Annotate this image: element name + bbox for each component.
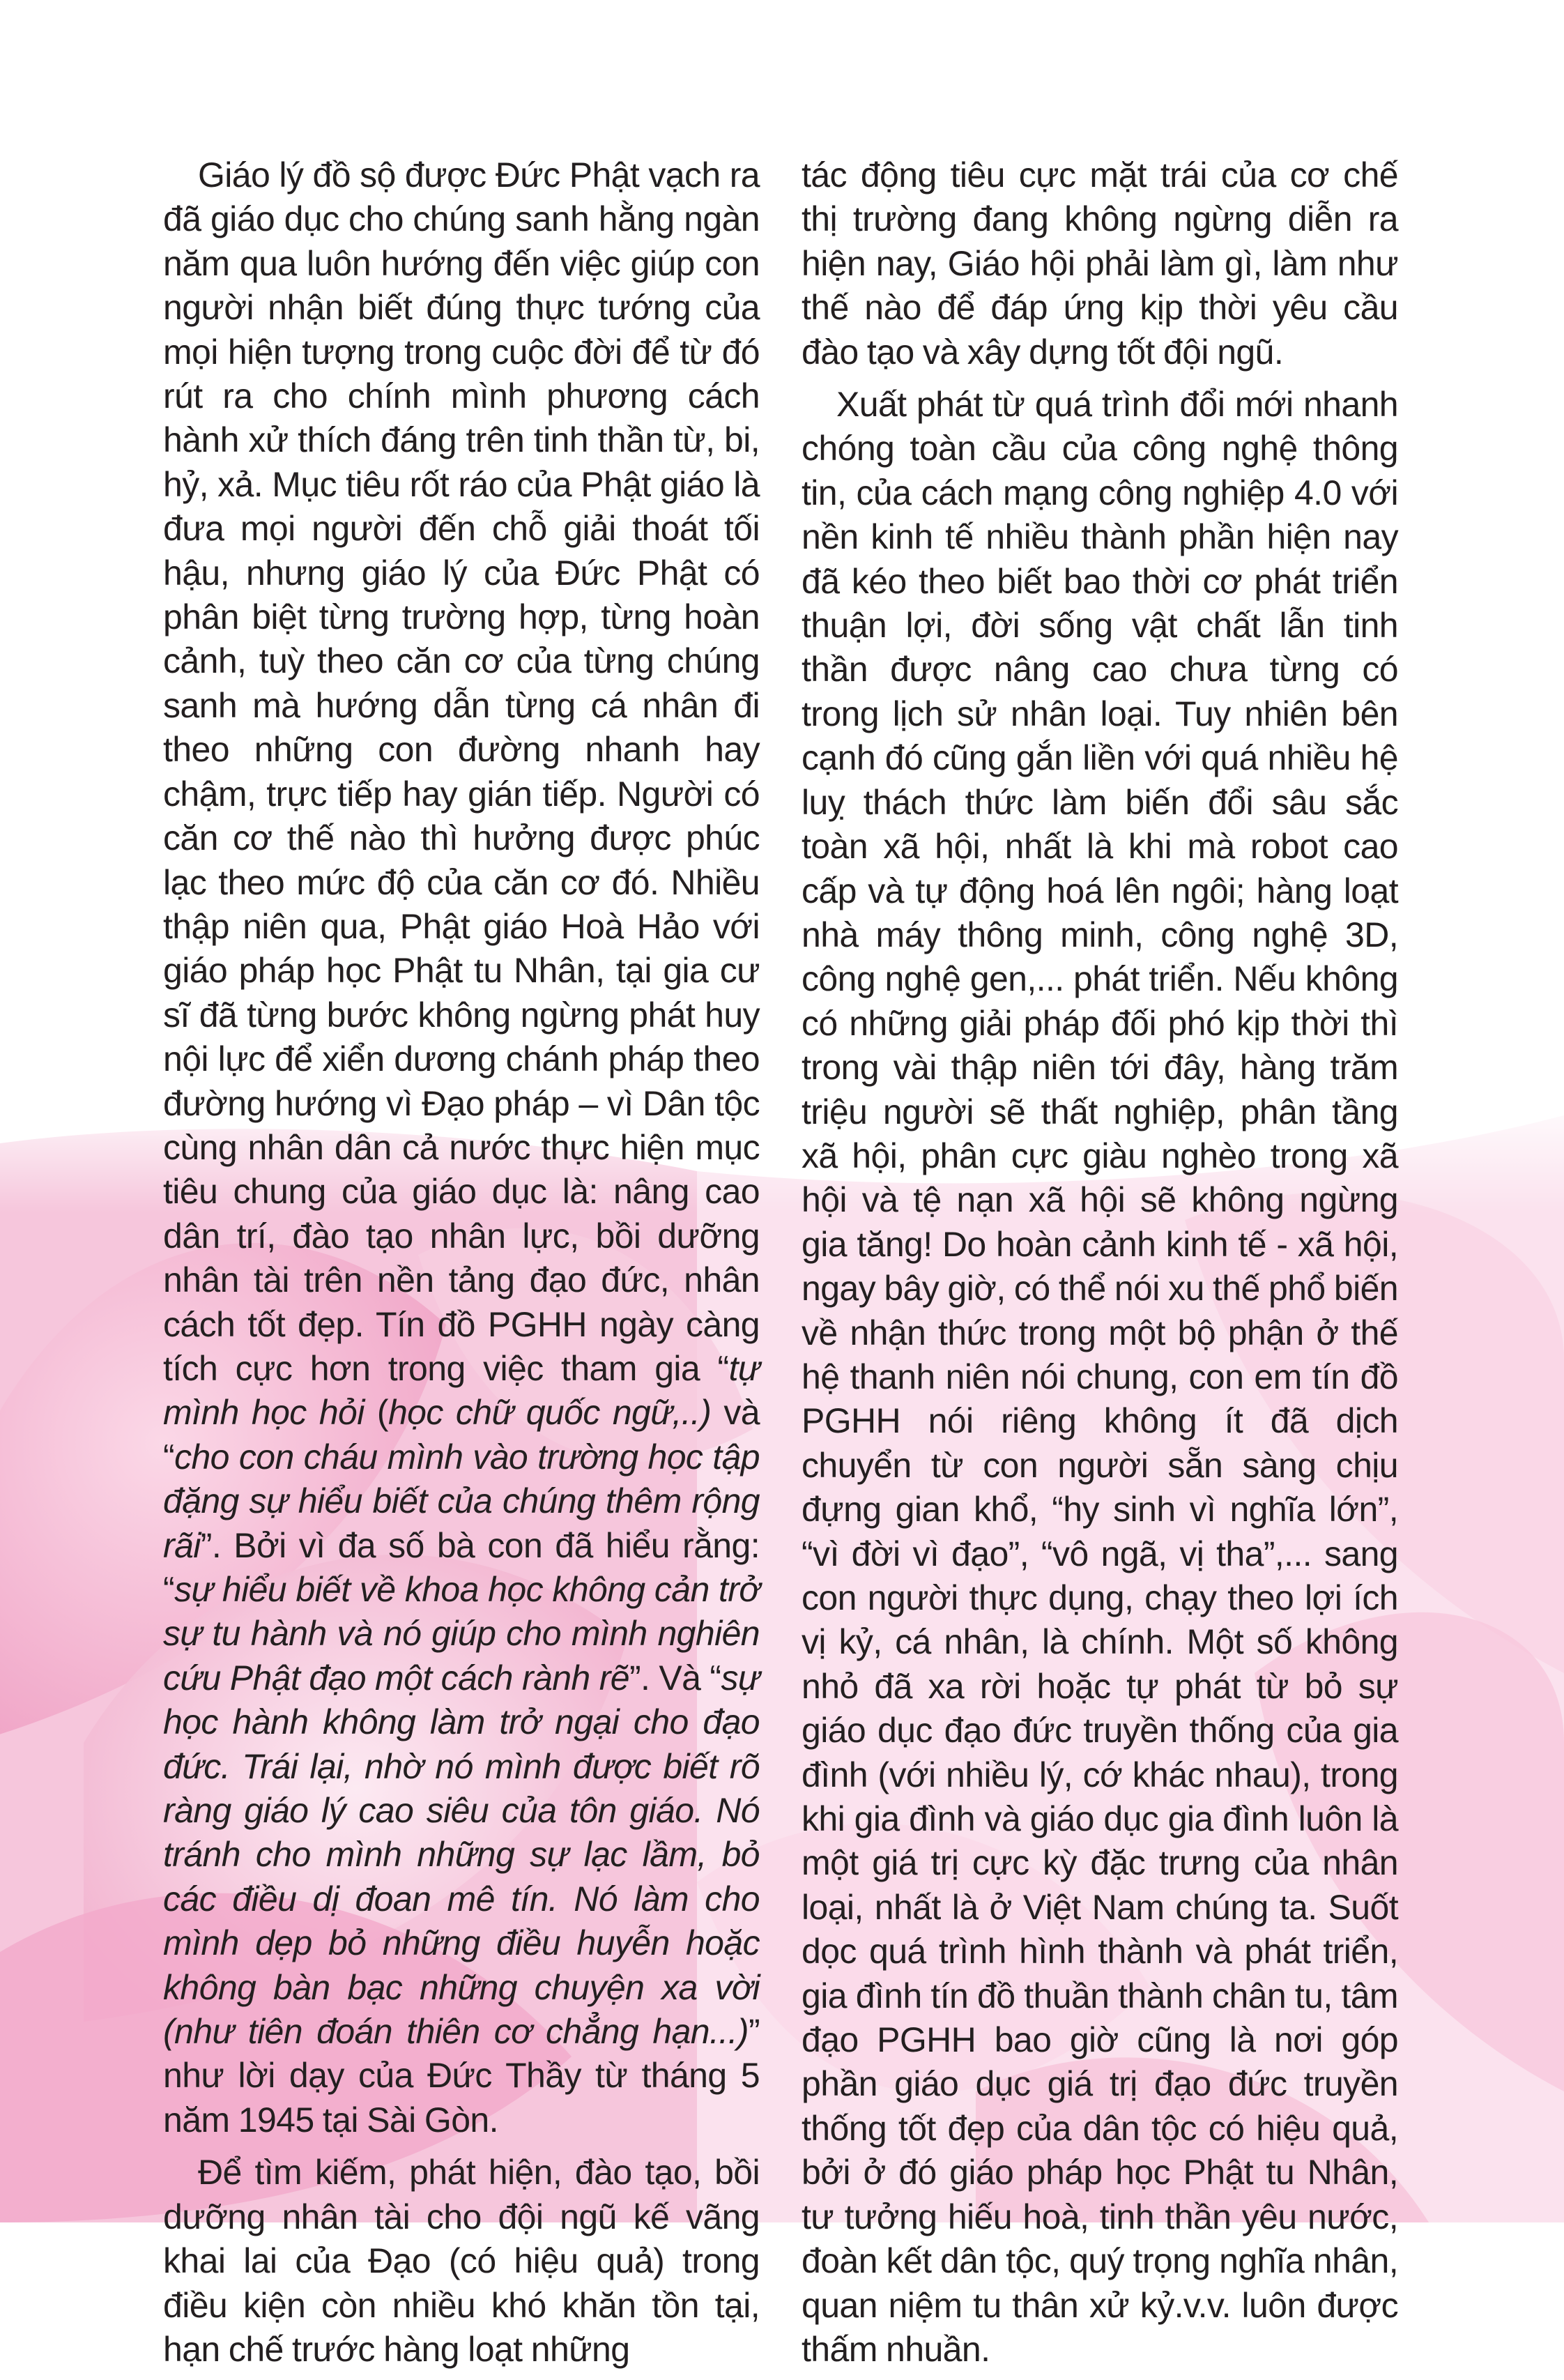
paragraph-education-doctrine bbox=[163, 153, 760, 2142]
quote-italic: sự hiểu biết về khoa học không cản trở sự tu hành và nó giúp cho mình nghiên cứu Phật đạo một cách rành rẽ bbox=[163, 1570, 760, 1698]
left-text-column bbox=[163, 153, 760, 2380]
paragraph-continuation: tác động tiêu cực mặt trái của cơ chế thị trường đang không ngừng diễn ra hiện nay, Giáo hội phải làm gì, làm như thế nào để đáp ứng kịp thời yêu cầu đào tạo và xây dựng tốt đội ngũ. bbox=[802, 155, 1398, 372]
text-run: Giáo lý đồ sộ được Đức Phật vạch ra đã giáo dục cho chúng sanh hằng ngàn năm qua luôn hướng đến việc giúp con người nhận biết đúng thực tướng của mọi hiện tượng trong cuộc đời để từ đó rút ra cho chính mình phương cách hành xử thích đáng trên tinh thần từ, bi, hỷ, xả. Mục tiêu rốt ráo của Phật giáo là đưa mọi người đến chỗ giải thoát tối hậu, nhưng giáo lý của Đức Phật có phân biệt từng trường hợp, từng hoàn cảnh, tuỳ theo căn cơ của từng chúng sanh mà hướng dẫn từng cá nhân đi theo những con đường nhanh hay chậm, trực tiếp hay gián tiếp. Người có căn cơ thế nào thì hưởng được phúc lạc theo mức độ của căn cơ đó. Nhiều thập niên qua, Phật giáo Hoà Hảo với giáo pháp học Phật tu Nhân, tại gia cư sĩ đã từng bước không ngừng phát huy nội lực để xiển dương chánh pháp theo đường hướng vì Đạo pháp – vì Dân tộc cùng nhân dân cả nước thực hiện mục tiêu chung của giáo dục là: nâng cao dân trí, đào tạo nhân lực, bồi dưỡng nhân tài trên nền tảng đạo đức, nhân cách tốt đẹp. Tín đồ PGHH ngày càng tích cực hơn trong việc tham gia “ bbox=[163, 155, 760, 1388]
quote-italic: học chữ quốc ngữ,..) bbox=[388, 1393, 712, 1433]
text-run: ( bbox=[364, 1393, 388, 1433]
text-run: ”. Và “ bbox=[629, 1658, 721, 1698]
quote-italic: sự học hành không làm trở ngại cho đạo đức. Trái lại, nhờ nó mình được biết rõ ràng giáo lý cao siêu của tôn giáo. Nó tránh cho mình những sự lạc lầm, bỏ các điều dị đoan mê tín. Nó làm cho mình dẹp bỏ những điều huyễn hoặc không bàn bạc những chuyện xa vời (như tiên đoán thiên cơ chẳng hạn...) bbox=[163, 1658, 760, 2052]
right-text-column bbox=[802, 153, 1398, 2380]
quote-italic: cho con cháu mình vào trường học tập đặng sự hiểu biết của chúng thêm rộng rãi bbox=[163, 1437, 760, 1565]
paragraph-industry-4-0: Xuất phát từ quá trình đổi mới nhanh chóng toàn cầu của công nghệ thông tin, của cách mạng công nghiệp 4.0 với nền kinh tế nhiều thành phần hiện nay đã kéo theo biết bao thời cơ phát triển thuận lợi, đời sống vật chất lẫn tinh thần được nâng cao chưa từng có trong lịch sử nhân loại. Tuy nhiên bên cạnh đó cũng gắn liền với quá nhiều hệ luỵ thách thức làm biến đổi sâu sắc toàn xã hội, nhất là khi mà robot cao cấp và tự động hoá lên ngôi; hàng loạt nhà máy thông minh, công nghệ 3D, công nghệ gen,... phát triển. Nếu không có những giải pháp đối phó kịp thời thì trong vài thập niên tới đây, hàng trăm triệu người sẽ thất nghiệp, phân tầng xã hội, phân cực giàu nghèo trong xã hội và tệ nạn xã hội sẽ không ngừng gia tăng! Do hoàn cảnh kinh tế - xã hội, ngay bây giờ, có thể nói xu thế phổ biến về nhận thức trong một bộ phận ở thế hệ thanh niên nói chung, con em tín đồ PGHH nói riêng không ít đã dịch chuyển từ con người sẵn sàng chịu đựng gian khổ, “hy sinh vì nghĩa lớn”, “vì đời vì đạo”, “vô ngã, vị tha”,... sang con người thực dụng, chạy theo lợi ích vị kỷ, cá nhân, là chính. Một số không nhỏ đã xa rời hoặc tự phát từ bỏ sự giáo dục đạo đức truyền thống của gia đình (với nhiều lý, cớ khác nhau), trong khi gia đình và giáo dục gia đình luôn là một giá trị cực kỳ đặc trưng của nhân loại, nhất là ở Việt Nam chúng ta. Suốt dọc quá trình hình thành và phát triển, gia đình tín đồ thuần thành chân tu, tâm đạo PGHH bao giờ cũng là nơi góp phần giáo dục giá trị đạo đức truyền thống tốt đẹp của dân tộc có hiệu quả, bởi ở đó giáo pháp học Phật tu Nhân, tư tưởng hiếu hoà, tinh thần yêu nước, đoàn kết dân tộc, quý trọng nghĩa nhân, quan niệm tu thân xử kỷ.v.v. luôn được thấm nhuần. bbox=[802, 385, 1398, 2369]
quote-italic: tự mình học hỏi bbox=[163, 1348, 760, 1433]
text-run: ”. Bởi vì đa số bà con đã hiểu rằng: “ bbox=[163, 1525, 760, 1609]
text-run: ” như lời dạy của Đức Thầy từ tháng 5 năm 1945 tại Sài Gòn. bbox=[163, 2012, 760, 2139]
paragraph-talent-search: Để tìm kiếm, phát hiện, đào tạo, bồi dưỡng nhân tài cho đội ngũ kế vãng khai lai của Đạo (có hiệu quả) trong điều kiện còn nhiều khó khăn tồn tại, hạn chế trước hàng loạt những bbox=[163, 2153, 760, 2369]
text-run: và “ bbox=[163, 1393, 760, 1477]
